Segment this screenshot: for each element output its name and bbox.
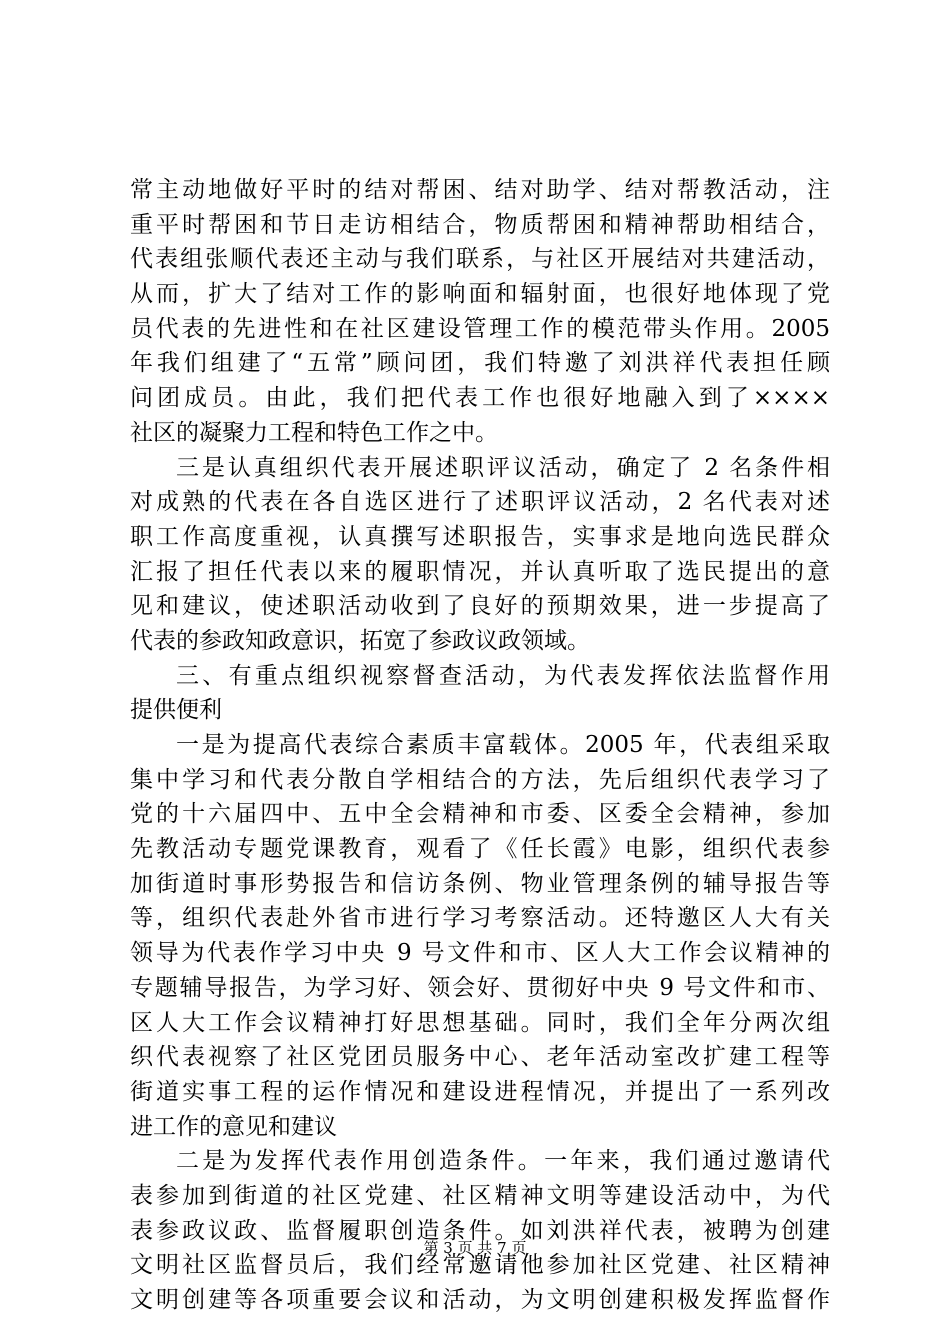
document-body [130, 173, 830, 1318]
text-line: 党的十六届四中、五中全会精神和市委、区委全会精神，参加 [130, 801, 830, 828]
page-number-footer: 第 3 页 共 7 页 [423, 1239, 527, 1257]
text-line: 对成熟的代表在各自选区进行了述职评议活动，2 名代表对述 [130, 489, 830, 516]
text-line: 二是为发挥代表作用创造条件。一年来，我们通过邀请代 [176, 1148, 830, 1175]
text-line: 见和建议，使述职活动收到了良好的预期效果，进一步提高了 [130, 593, 830, 620]
text-line: 表参政议政、监督履职创造条件。如刘洪祥代表，被聘为创建 [130, 1217, 830, 1244]
text-line: 从而，扩大了结对工作的影响面和辐射面，也很好地体现了党 [130, 281, 830, 308]
text-line: 区人大工作会议精神打好思想基础。同时，我们全年分两次组 [130, 1009, 830, 1036]
text-line: 问团成员。由此，我们把代表工作也很好地融入到了×××× [130, 385, 830, 412]
text-line: 文明社区监督员后，我们经常邀请他参加社区党建、社区精神 [130, 1252, 830, 1279]
text-line: 代表的参政知政意识，拓宽了参政议政领域。 [130, 627, 590, 654]
text-line: 加街道时事形势报告和信访条例、物业管理条例的辅导报告等 [130, 870, 830, 897]
text-line: 汇报了担任代表以来的履职情况，并认真听取了选民提出的意 [130, 558, 830, 585]
text-line: 街道实事工程的运作情况和建设进程情况，并提出了一系列改 [130, 1078, 830, 1105]
text-line: 领导为代表作学习中央 9 号文件和市、区人大工作会议精神的 [130, 940, 830, 967]
text-line: 一是为提高代表综合素质丰富载体。2005 年，代表组采取 [176, 732, 830, 758]
text-line: 提供便利 [130, 697, 222, 724]
text-line: 进工作的意见和建议 [130, 1113, 337, 1140]
text-line: 织代表视察了社区党团员服务中心、老年活动室改扩建工程等 [130, 1044, 830, 1071]
text-line: 等，组织代表赴外省市进行学习考察活动。还特邀区人大有关 [130, 905, 830, 932]
text-line: 三是认真组织代表开展述职评议活动，确定了 2 名条件相 [176, 454, 830, 481]
text-line: 表参加到街道的社区党建、社区精神文明等建设活动中，为代 [130, 1182, 830, 1209]
text-line: 年我们组建了“五常”顾问团，我们特邀了刘洪祥代表担任顾 [130, 350, 830, 377]
text-line: 员代表的先进性和在社区建设管理工作的模范带头作用。2005 [130, 315, 830, 342]
text-line: 文明创建等各项重要会议和活动，为文明创建积极发挥监督作 [130, 1287, 830, 1313]
text-line: 代表组张顺代表还主动与我们联系，与社区开展结对共建活动， [130, 246, 830, 273]
text-line: 职工作高度重视，认真撰写述职报告，实事求是地向选民群众 [130, 523, 830, 550]
text-line: 常主动地做好平时的结对帮困、结对助学、结对帮教活动，注 [130, 177, 830, 203]
text-line: 集中学习和代表分散自学相结合的方法，先后组织代表学习了 [130, 766, 830, 793]
text-line: 社区的凝聚力工程和特色工作之中。 [130, 419, 498, 446]
text-line: 三、有重点组织视察督查活动，为代表发挥依法监督作用 [176, 662, 830, 689]
text-line: 重平时帮困和节日走访相结合，物质帮困和精神帮助相结合， [130, 211, 830, 238]
text-line: 先教活动专题党课教育，观看了《任长霞》电影，组织代表参 [130, 836, 830, 863]
text-line: 专题辅导报告，为学习好、领会好、贯彻好中央 9 号文件和市、 [130, 974, 830, 1001]
